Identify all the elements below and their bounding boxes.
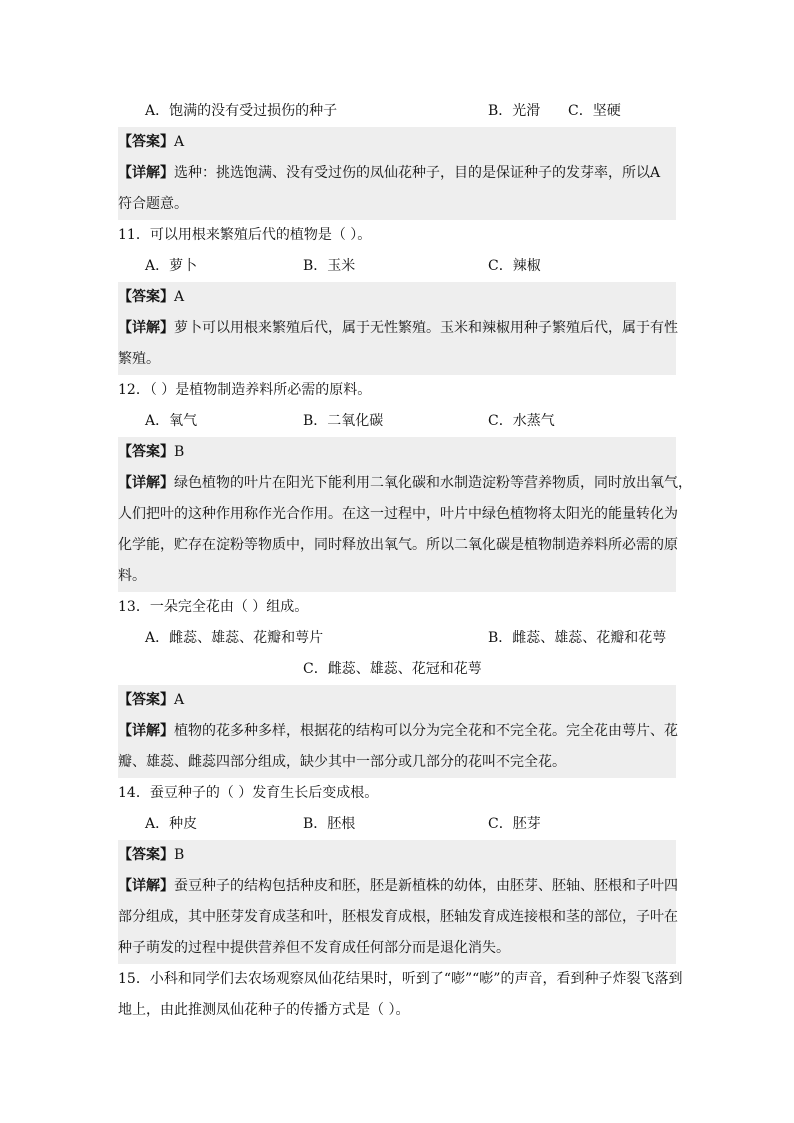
answer-value: B — [174, 444, 185, 460]
answer-line — [118, 437, 676, 468]
detail-text: 绿色植物的叶片在阳光下能利用二氧化碳和水制造淀粉等营养物质，同时放出氧气， — [174, 475, 692, 491]
answer-label: 【答案】 — [118, 134, 174, 150]
detail-line — [118, 313, 676, 344]
option-text: C．坚硬 — [568, 103, 621, 119]
option-text: A．种皮 — [145, 816, 198, 832]
detail-label: 【详解】 — [118, 723, 174, 739]
options-row — [118, 96, 676, 127]
answer-value: A — [174, 692, 185, 708]
detail-text: 化学能，贮存在淀粉等物质中，同时释放出氧气。所以二氧化碳是植物制造养料所必需的原 — [118, 537, 678, 553]
options-row — [118, 623, 676, 654]
option-text: C．水蒸气 — [488, 413, 555, 429]
answer-label: 【答案】 — [118, 444, 174, 460]
detail-block — [118, 871, 676, 964]
answer-line — [118, 282, 676, 313]
answer-line — [118, 685, 676, 716]
option-text: B．雌蕊、雄蕊、花瓣和花萼 — [488, 630, 667, 646]
option-text: A．饱满的没有受过损伤的种子 — [145, 103, 338, 119]
detail-line — [118, 561, 676, 592]
detail-text: 部分组成，其中胚芽发育成茎和叶，胚根发育成根，胚轴发育成连接根和茎的部位，子叶在 — [118, 909, 678, 925]
options-row — [118, 251, 676, 282]
detail-block — [118, 158, 676, 220]
option-text: A．萝卜 — [145, 258, 198, 274]
detail-line — [118, 716, 676, 747]
option-text: B．二氧化碳 — [303, 413, 384, 429]
question-text: 15．小科和同学们去农场观察凤仙花结果时，听到了“嘭”“嘭”的声音，看到种子炸裂飞落到 — [118, 971, 683, 987]
detail-block — [118, 468, 692, 592]
question-text: 地上，由此推测凤仙花种子的传播方式是（ ）。 — [118, 1002, 410, 1018]
answer-line — [118, 840, 676, 871]
detail-text: 萝卜可以用根来繁殖后代，属于无性繁殖。玉米和辣椒用种子繁殖后代，属于有性 — [174, 320, 678, 336]
detail-text: 瓣、雄蕊、雌蕊四部分组成，缺少其中一部分或几部分的花叫不完全花。 — [118, 754, 566, 770]
answer-label: 【答案】 — [118, 289, 174, 305]
option-text: A．雌蕊、雄蕊、花瓣和萼片 — [145, 630, 324, 646]
option-text: A．氧气 — [145, 413, 198, 429]
detail-line — [118, 189, 676, 220]
option-text: C．雌蕊、雄蕊、花冠和花萼 — [303, 661, 482, 677]
detail-label: 【详解】 — [118, 475, 174, 491]
question-text: 11．可以用根来繁殖后代的植物是（ ）。 — [118, 227, 372, 243]
answer-value: A — [174, 134, 185, 150]
answer-value: B — [174, 847, 185, 863]
options-row — [118, 809, 676, 840]
question-text: 12．（ ）是植物制造养料所必需的原料。 — [118, 382, 372, 398]
options-row — [118, 654, 676, 685]
question-text: 14．蚕豆种子的（ ）发育生长后变成根。 — [118, 785, 379, 801]
option-text: B．玉米 — [303, 258, 356, 274]
answer-value: A — [174, 289, 185, 305]
detail-line — [118, 344, 676, 375]
detail-text: 蚕豆种子的结构包括种皮和胚，胚是新植株的幼体，由胚芽、胚轴、胚根和子叶四 — [174, 878, 678, 894]
option-text: C．胚芽 — [488, 816, 541, 832]
detail-line — [118, 158, 676, 189]
detail-text: 符合题意。 — [118, 196, 188, 212]
answer-label: 【答案】 — [118, 692, 174, 708]
detail-label: 【详解】 — [118, 320, 174, 336]
detail-text: 料。 — [118, 568, 146, 584]
detail-line — [118, 468, 692, 499]
detail-text: 选种：挑选饱满、没有受过伤的凤仙花种子，目的是保证种子的发芽率，所以A — [174, 165, 661, 181]
detail-label: 【详解】 — [118, 165, 174, 181]
detail-line — [118, 933, 676, 964]
option-text: B．光滑 — [488, 103, 541, 119]
option-text: B．胚根 — [303, 816, 356, 832]
detail-text: 植物的花多种多样，根据花的结构可以分为完全花和不完全花。完全花由萼片、花 — [174, 723, 678, 739]
detail-line — [118, 530, 676, 561]
detail-line — [118, 871, 676, 902]
document-page — [118, 96, 692, 1026]
detail-line — [118, 747, 676, 778]
detail-line — [118, 499, 676, 530]
detail-block — [118, 716, 676, 778]
detail-line — [118, 902, 676, 933]
detail-text: 种子萌发的过程中提供营养但不发育成任何部分而是退化消失。 — [118, 940, 510, 956]
detail-text: 繁殖。 — [118, 351, 160, 367]
question-text: 13．一朵完全花由（ ）组成。 — [118, 599, 309, 615]
option-text: C．辣椒 — [488, 258, 541, 274]
answer-line — [118, 127, 676, 158]
detail-block — [118, 313, 676, 375]
detail-text: 人们把叶的这种作用称作光合作用。在这一过程中，叶片中绿色植物将太阳光的能量转化为 — [118, 506, 678, 522]
detail-label: 【详解】 — [118, 878, 174, 894]
answer-label: 【答案】 — [118, 847, 174, 863]
options-row — [118, 406, 676, 437]
